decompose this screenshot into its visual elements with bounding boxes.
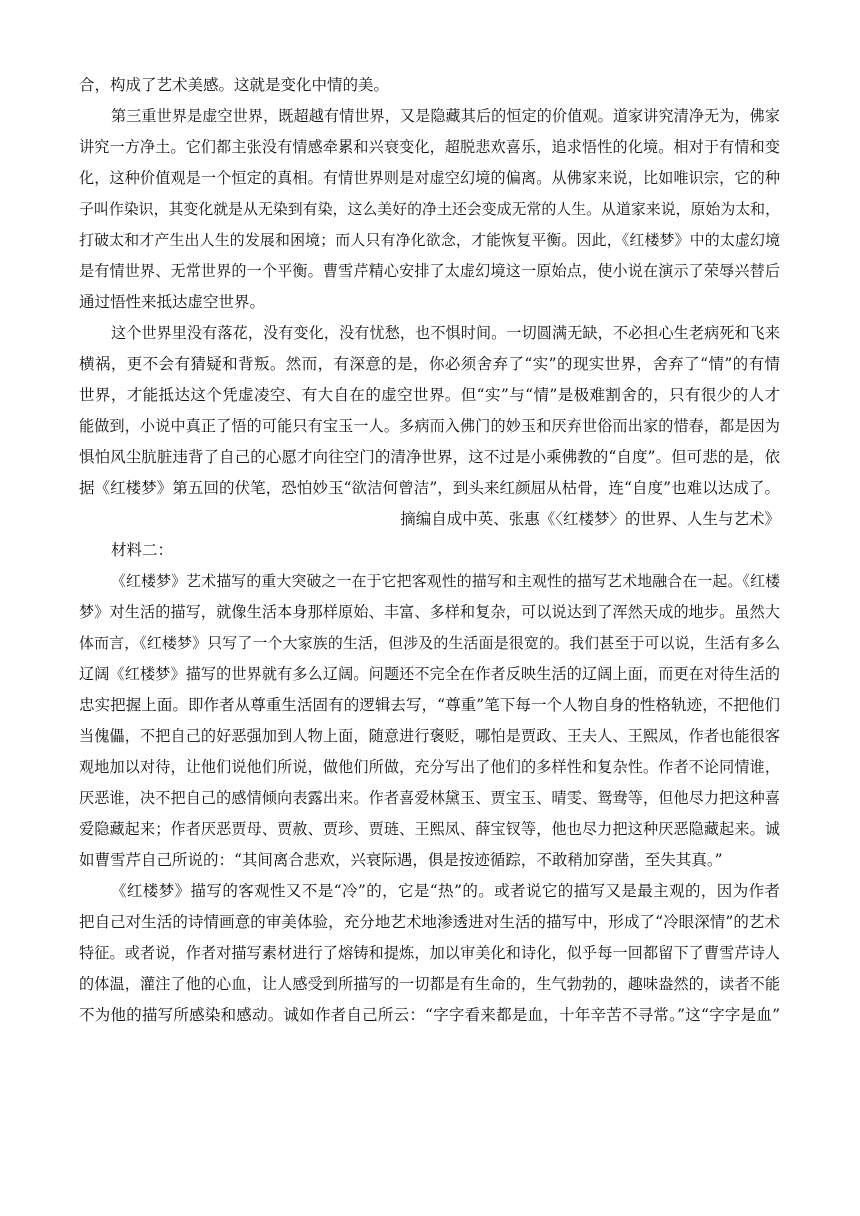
text-line: 化，这种价值观是一个恒定的真相。有情世界则是对虚空幻境的偏离。从佛家来说，比如唯识宗，它的种: [79, 169, 780, 187]
text-line: 如曹雪芹自己所说的：“其间离合悲欢，兴衰际遇，俱是按迹循踪，不敢稍加穿凿，至失其真。”: [79, 851, 723, 869]
text-line: 第三重世界是虚空世界，既超越有情世界，又是隐藏其后的恒定的价值观。道家讲究清净无为，佛家: [111, 107, 780, 125]
text-line: 不为他的描写所感染和感动。诚如作者自己所云：“字字看来都是血，十年辛苦不寻常。”这“字字是血”: [79, 1006, 780, 1024]
paragraph-subjective-description: [79, 876, 780, 1031]
text-line: 横祸，更不会有猜疑和背叛。然而，有深意的是，你必须舍弃了“实”的现实世界，舍弃了“情”的有情: [79, 355, 780, 373]
text-line: 据《红楼梦》第五回的伏笔，恐怕妙玉“欲洁何曾洁”，到头来红颜屈从枯骨，连“自度”也难以达成了。: [79, 479, 780, 497]
text-line: 观地加以对待，让他们说他们所说，做他们所做，充分写出了他们的多样性和复杂性。作者不论同情谁，: [79, 758, 780, 776]
text-line: 梦》对生活的描写，就像生活本身那样原始、丰富、多样和复杂，可以说达到了浑然天成的地步。虽然大: [79, 603, 780, 621]
text-line: 讲究一方净土。它们都主张没有情感牵累和兴衰变化，超脱悲欢喜乐，追求悟性的化境。相对于有情和变: [79, 138, 780, 156]
text-line: 世界，才能抵达这个凭虚凌空、有大自在的虚空世界。但“实”与“情”是极难割舍的，只有很少的人才: [79, 386, 780, 404]
paragraph-no-fallen-flowers: [79, 318, 780, 504]
text-line: 的体温，灌注了他的心血，让人感受到所描写的一切都是有生命的，生气勃勃的，趣味盎然的，读者不能: [79, 975, 780, 993]
text-line: 打破太和才产生出人生的发展和困境；而人只有净化欲念，才能恢复平衡。因此，《红楼梦》中的太虚幻境: [79, 231, 780, 249]
text-line: 把自己对生活的诗情画意的审美体验，充分地艺术地渗透进对生活的描写中，形成了“冷眼深情”的艺术: [79, 913, 780, 931]
paragraph-continuation: [79, 70, 780, 101]
material-two-label: 材料二：: [111, 541, 174, 559]
text-line: 这个世界里没有落花，没有变化，没有忧愁，也不惧时间。一切圆满无缺，不必担心生老病死和飞来: [111, 324, 780, 342]
text-line: 是有情世界、无常世界的一个平衡。曹雪芹精心安排了太虚幻境这一原始点，使小说在演示了荣辱兴替后: [79, 262, 780, 280]
text-line: 当傀儡，不把自己的好恶强加到人物上面，随意进行褒贬，哪怕是贾政、王夫人、王熙凤，作者也能很客: [79, 727, 780, 745]
text-line: 子叫作染识，其变化就是从无染到有染，这么美好的净土还会变成无常的人生。从道家来说，原始为太和，: [79, 200, 780, 218]
text-line: 体而言，《红楼梦》只写了一个大家族的生活，但涉及的生活面是很宽的。我们甚至于可以说，生活有多么: [79, 634, 780, 652]
text-line: 爱隐藏起来；作者厌恶贾母、贾赦、贾珍、贾琏、王熙凤、薛宝钗等，他也尽力把这种厌恶隐藏起来。诚: [79, 820, 780, 838]
paragraph-objective-description: [79, 566, 780, 876]
source-citation: 摘编自成中英、张惠《〈红楼梦〉的世界、人生与艺术》: [400, 510, 780, 528]
text-line: 能做到，小说中真正了悟的可能只有宝玉一人。多病而入佛门的妙玉和厌弃世俗而出家的惜春，都是因为: [79, 417, 780, 435]
text-line: 《红楼梦》艺术描写的重大突破之一在于它把客观性的描写和主观性的描写艺术地融合在一起。《红楼: [111, 572, 780, 590]
text-line: 特征。或者说，作者对描写素材进行了熔铸和提炼，加以审美化和诗化，似乎每一回都留下了曹雪芹诗人: [79, 944, 780, 962]
text-line: 厌恶谁，决不把自己的感情倾向表露出来。作者喜爱林黛玉、贾宝玉、晴雯、鸳鸯等，但他尽力把这种喜: [79, 789, 780, 807]
text-line: 合，构成了艺术美感。这就是变化中情的美。: [79, 76, 390, 94]
text-line: 辽阔《红楼梦》描写的世界就有多么辽阔。问题还不完全在作者反映生活的辽阔上面，而更在对待生活的: [79, 665, 780, 683]
text-line: 惧怕风尘肮脏违背了自己的心愿才向往空门的清净世界，这不过是小乘佛教的“自度”。但可悲的是，依: [79, 448, 780, 466]
text-line: 通过悟性来抵达虚空世界。: [79, 293, 266, 311]
paragraph-void-world: [79, 101, 780, 318]
text-line: 忠实把握上面。即作者从尊重生活固有的逻辑去写，“尊重”笔下每一个人物自身的性格轨迹，不把他们: [79, 696, 780, 714]
text-line: 《红楼梦》描写的客观性又不是“冷”的，它是“热”的。或者说它的描写又是最主观的，因为作者: [111, 882, 780, 900]
document-body: [79, 70, 780, 1031]
